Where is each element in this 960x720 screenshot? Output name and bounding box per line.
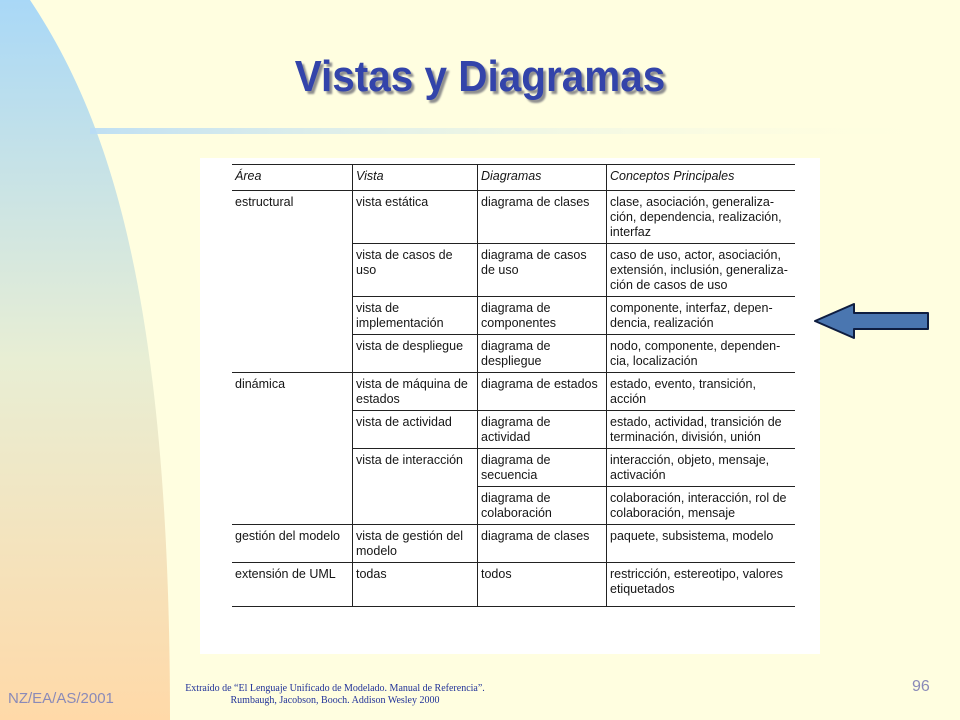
left-swoosh — [0, 0, 170, 720]
views-diagrams-table — [232, 164, 795, 607]
cell-diagrama: diagrama de componentes — [478, 297, 607, 335]
cell-conceptos: interacción, objeto, mensaje, activación — [607, 449, 796, 487]
cell-vista: vista de interacción — [353, 449, 478, 525]
cell-vista: todas — [353, 563, 478, 607]
reference-citation — [150, 683, 520, 707]
cell-conceptos: estado, actividad, transición de terminación, división, unión — [607, 411, 796, 449]
cell-diagrama: diagrama de clases — [478, 525, 607, 563]
slide-title: Vistas y Diagramas — [294, 52, 666, 101]
area-estructural: estructural — [232, 191, 353, 373]
cell-diagrama: diagrama de actividad — [478, 411, 607, 449]
header-area: Área — [232, 165, 353, 191]
cell-vista: vista de gestión del modelo — [353, 525, 478, 563]
page-number: 96 — [912, 678, 930, 695]
cell-diagrama: diagrama de estados — [478, 373, 607, 411]
header-diagramas: Diagramas — [478, 165, 607, 191]
area-dinamica: dinámica — [232, 373, 353, 525]
author-footer: NZ/EA/AS/2001 — [8, 690, 114, 707]
header-conceptos: Conceptos Principales — [607, 165, 796, 191]
cell-conceptos: colaboración, interacción, rol de colaboración, mensaje — [607, 487, 796, 525]
cell-diagrama: todos — [478, 563, 607, 607]
cell-vista: vista de casos de uso — [353, 244, 478, 297]
cell-conceptos: restricción, estereotipo, valores etiquetados — [607, 563, 796, 607]
reference-line-2: Rumbaugh, Jacobson, Booch. Addison Wesley 2000 — [230, 695, 440, 706]
cell-diagrama: diagrama de secuencia — [478, 449, 607, 487]
left-arrow-icon — [814, 303, 932, 339]
cell-conceptos: paquete, subsistema, modelo — [607, 525, 796, 563]
header-vista: Vista — [353, 165, 478, 191]
cell-diagrama: diagrama de colaboración — [478, 487, 607, 525]
cell-conceptos: estado, evento, transición, acción — [607, 373, 796, 411]
reference-line-1: Extraído de “El Lenguaje Unificado de Modelado. Manual de Referencia”. — [185, 683, 485, 694]
area-extension: extensión de UML — [232, 563, 353, 607]
table-row — [232, 191, 795, 244]
cell-conceptos: clase, asociación, generaliza-ción, dependencia, realización, interfaz — [607, 191, 796, 244]
cell-diagrama: diagrama de casos de uso — [478, 244, 607, 297]
table-row — [232, 373, 795, 411]
cell-vista: vista estática — [353, 191, 478, 244]
cell-vista: vista de despliegue — [353, 335, 478, 373]
title-band — [90, 128, 960, 134]
cell-conceptos: componente, interfaz, depen-dencia, realización — [607, 297, 796, 335]
area-gestion: gestión del modelo — [232, 525, 353, 563]
cell-diagrama: diagrama de clases — [478, 191, 607, 244]
cell-vista: vista de máquina de estados — [353, 373, 478, 411]
cell-conceptos: nodo, componente, dependen-cia, localización — [607, 335, 796, 373]
table-header-row — [232, 165, 795, 191]
cell-vista: vista de implementación — [353, 297, 478, 335]
cell-conceptos: caso de uso, actor, asociación, extensión, inclusión, generaliza-ción de casos de uso — [607, 244, 796, 297]
cell-diagrama: diagrama de despliegue — [478, 335, 607, 373]
cell-vista: vista de actividad — [353, 411, 478, 449]
table-row — [232, 525, 795, 563]
table-row — [232, 563, 795, 607]
